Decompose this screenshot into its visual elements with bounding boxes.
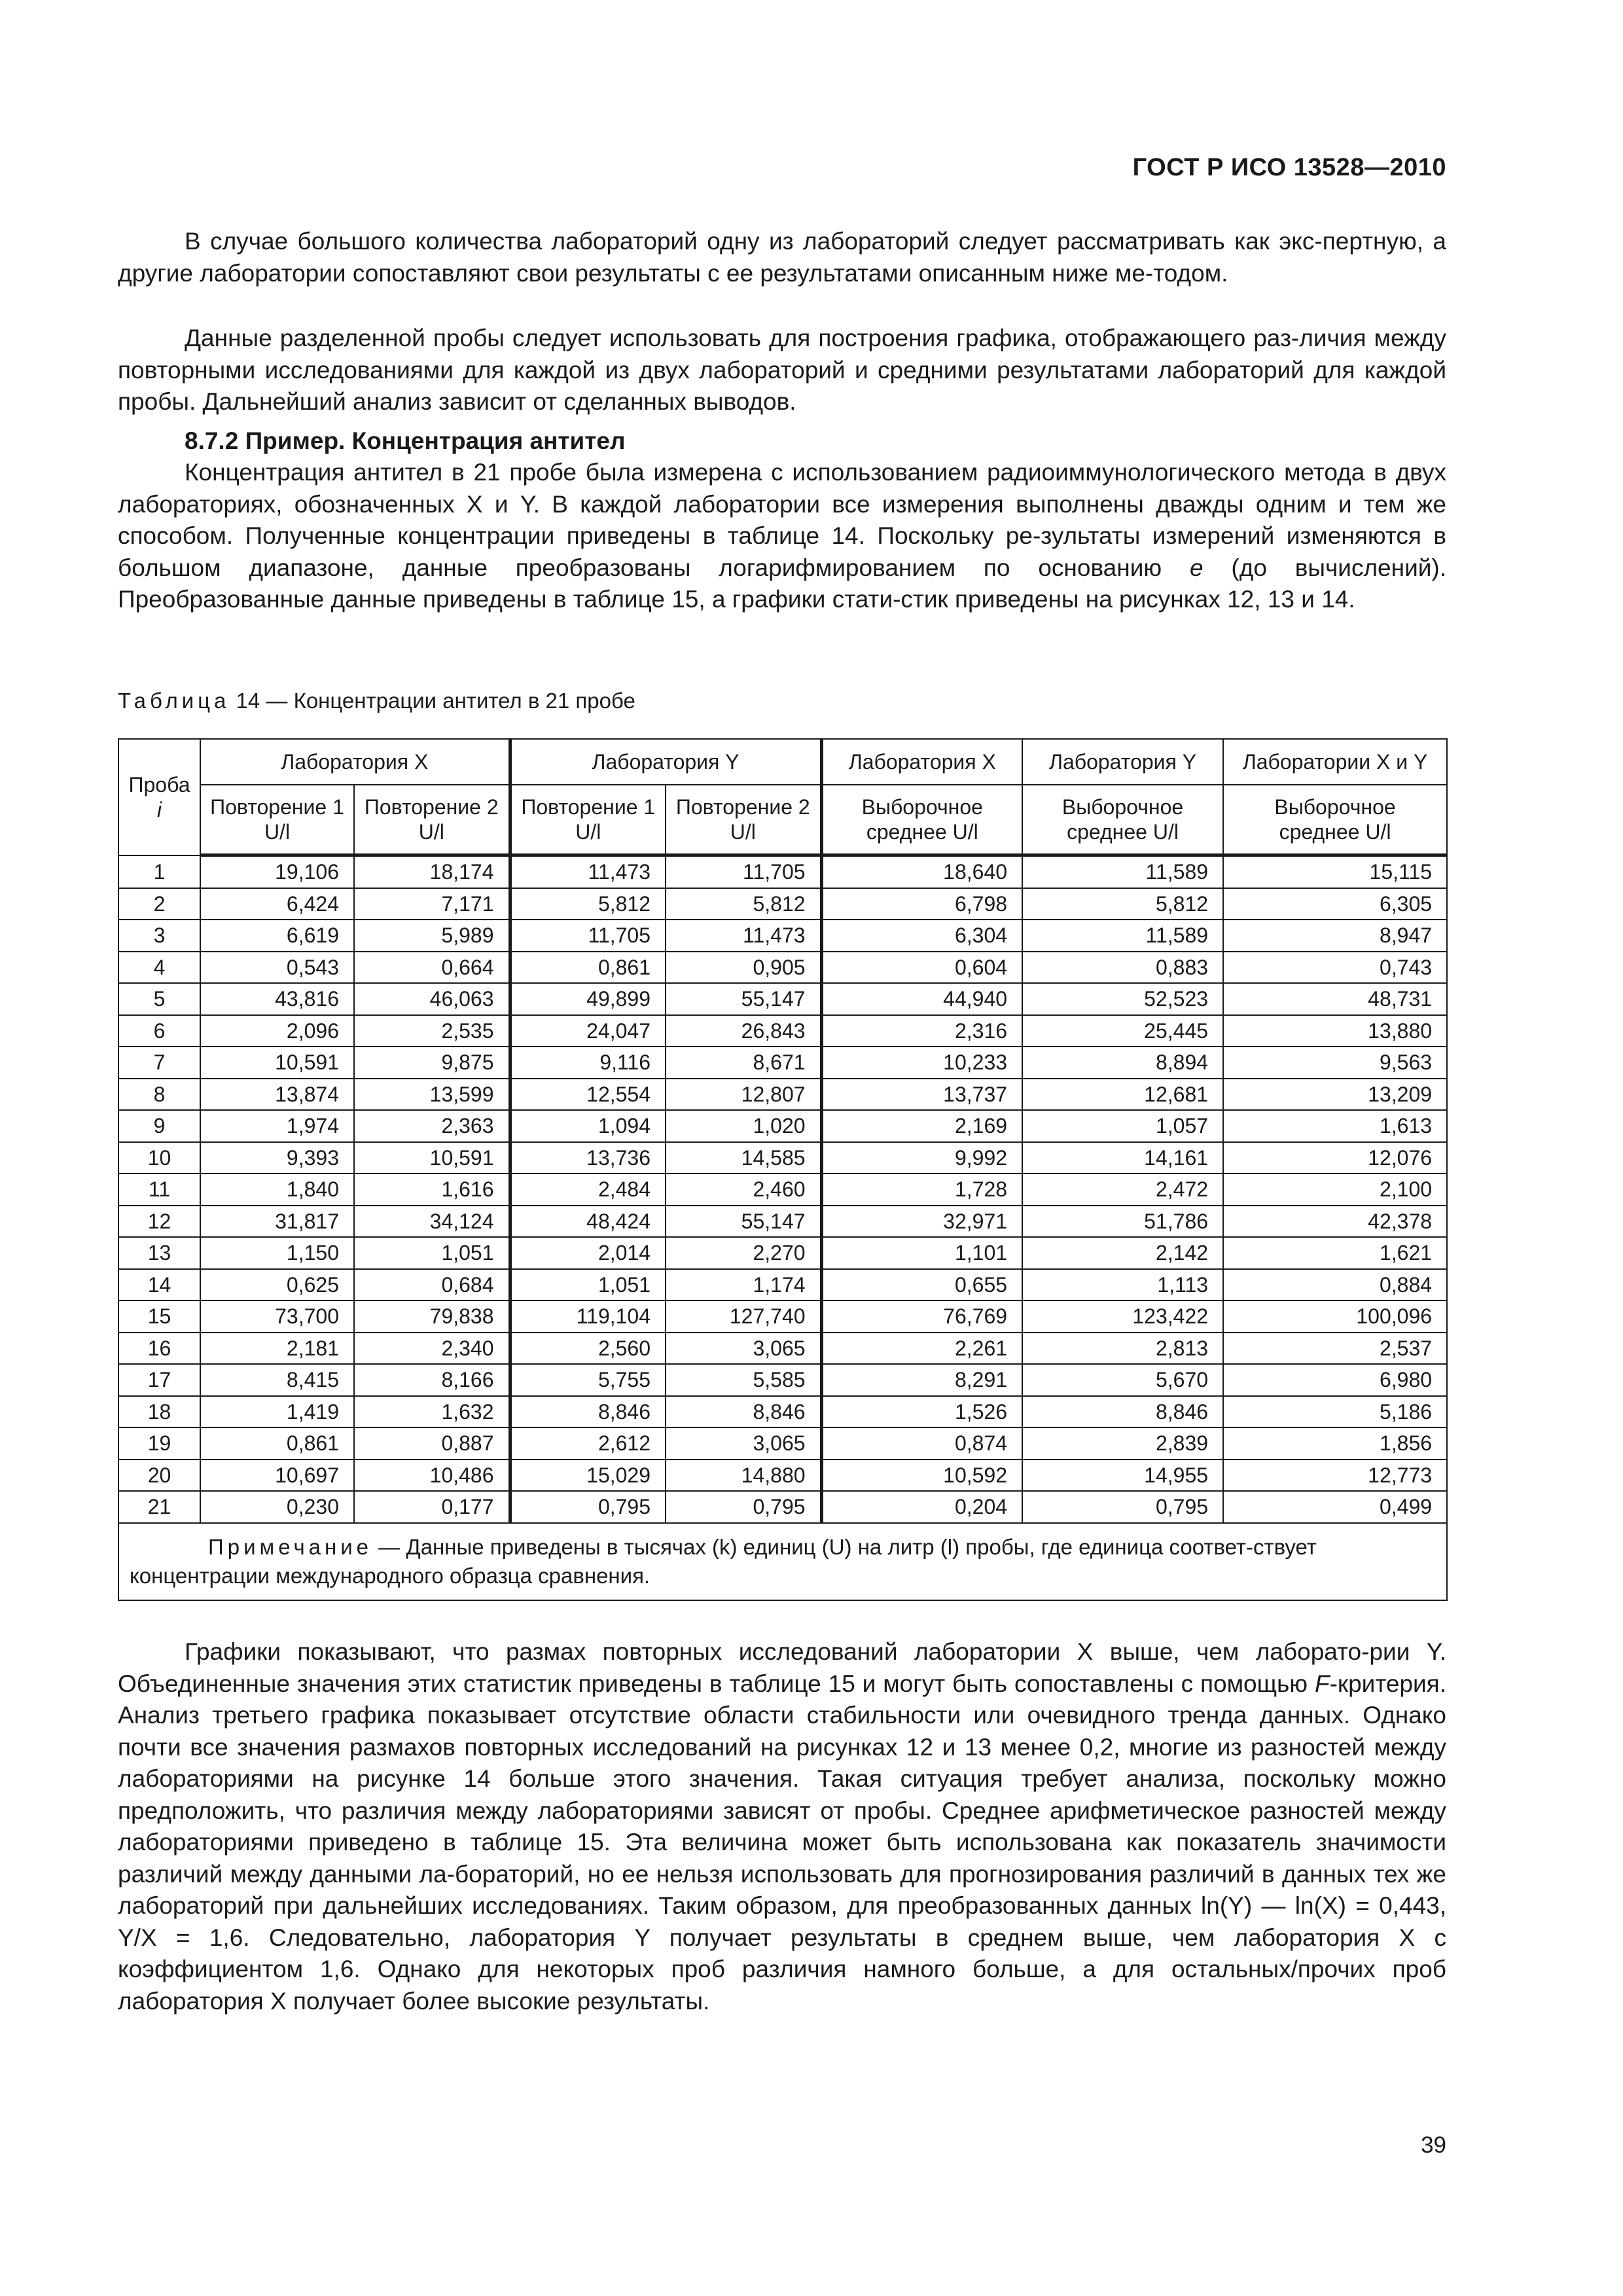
header-lab-x-mean: Лаборатория X: [821, 739, 1022, 785]
table-row: [118, 1206, 1447, 1238]
row-value-cell: 10,233: [821, 1047, 1022, 1079]
row-value-cell: 6,424: [200, 888, 354, 920]
row-value-cell: 12,076: [1223, 1142, 1447, 1174]
row-value-cell: 6,304: [821, 920, 1022, 952]
row-probe-number: 2: [118, 888, 200, 920]
header-x-mean: Выборочное среднее U/l: [821, 785, 1022, 855]
table-row: [118, 1460, 1447, 1492]
table-row: [118, 1174, 1447, 1206]
row-value-cell: 10,591: [200, 1047, 354, 1079]
row-value-cell: 0,905: [666, 952, 821, 984]
table-caption: Таблица 14 — Концентрации антител в 21 пробе: [118, 689, 635, 713]
header-lab-y: Лаборатория Y: [510, 739, 821, 785]
row-value-cell: 0,684: [354, 1269, 510, 1301]
row-value-cell: 6,798: [821, 888, 1022, 920]
row-value-cell: 1,974: [200, 1110, 354, 1142]
row-value-cell: 13,737: [821, 1079, 1022, 1111]
header-xy-mean: Выборочное среднее U/l: [1223, 785, 1447, 855]
row-value-cell: 73,700: [200, 1300, 354, 1333]
row-value-cell: 2,612: [510, 1427, 666, 1460]
row-value-cell: 55,147: [666, 1206, 821, 1238]
row-value-cell: 6,619: [200, 920, 354, 952]
row-value-cell: 5,812: [1022, 888, 1223, 920]
row-value-cell: 9,116: [510, 1047, 666, 1079]
row-value-cell: 2,340: [354, 1333, 510, 1365]
row-value-cell: 1,051: [354, 1237, 510, 1269]
table-row: [118, 1047, 1447, 1079]
row-value-cell: 42,378: [1223, 1206, 1447, 1238]
antibody-concentration-table: [118, 738, 1448, 1601]
row-value-cell: 5,755: [510, 1364, 666, 1396]
row-value-cell: 2,535: [354, 1015, 510, 1047]
row-value-cell: 5,670: [1022, 1364, 1223, 1396]
row-value-cell: 13,880: [1223, 1015, 1447, 1047]
row-probe-number: 14: [118, 1269, 200, 1301]
row-value-cell: 0,230: [200, 1491, 354, 1523]
row-value-cell: 11,589: [1022, 920, 1223, 952]
header-x-rep1: Повторение 1 U/l: [200, 785, 354, 855]
row-value-cell: 1,616: [354, 1174, 510, 1206]
row-value-cell: 8,846: [1022, 1396, 1223, 1428]
row-value-cell: 8,166: [354, 1364, 510, 1396]
row-value-cell: 0,795: [510, 1491, 666, 1523]
row-value-cell: 15,029: [510, 1460, 666, 1492]
row-value-cell: 13,599: [354, 1079, 510, 1111]
row-value-cell: 2,142: [1022, 1237, 1223, 1269]
row-probe-number: 13: [118, 1237, 200, 1269]
row-value-cell: 48,731: [1223, 983, 1447, 1015]
row-probe-number: 18: [118, 1396, 200, 1428]
row-value-cell: 0,177: [354, 1491, 510, 1523]
table-row: [118, 983, 1447, 1015]
row-value-cell: 13,874: [200, 1079, 354, 1111]
row-value-cell: 1,051: [510, 1269, 666, 1301]
row-value-cell: 2,537: [1223, 1333, 1447, 1365]
row-value-cell: 3,065: [666, 1333, 821, 1365]
row-value-cell: 1,526: [821, 1396, 1022, 1428]
row-probe-number: 15: [118, 1300, 200, 1333]
row-probe-number: 9: [118, 1110, 200, 1142]
table-row: [118, 1110, 1447, 1142]
row-value-cell: 6,980: [1223, 1364, 1447, 1396]
row-value-cell: 43,816: [200, 983, 354, 1015]
row-value-cell: 9,393: [200, 1142, 354, 1174]
row-value-cell: 9,563: [1223, 1047, 1447, 1079]
row-value-cell: 0,604: [821, 952, 1022, 984]
table-row: [118, 1300, 1447, 1333]
row-probe-number: 10: [118, 1142, 200, 1174]
row-value-cell: 31,817: [200, 1206, 354, 1238]
row-value-cell: 1,174: [666, 1269, 821, 1301]
table-row: [118, 1396, 1447, 1428]
row-value-cell: 26,843: [666, 1015, 821, 1047]
row-value-cell: 19,106: [200, 855, 354, 888]
row-probe-number: 6: [118, 1015, 200, 1047]
section-heading: 8.7.2 Пример. Концентрация антител: [185, 427, 626, 454]
row-value-cell: 0,743: [1223, 952, 1447, 984]
header-y-rep1: Повторение 1 U/l: [510, 785, 666, 855]
row-value-cell: 5,989: [354, 920, 510, 952]
row-value-cell: 2,270: [666, 1237, 821, 1269]
document-id-header: ГОСТ Р ИСО 13528—2010: [1132, 154, 1446, 181]
row-value-cell: 15,115: [1223, 855, 1447, 888]
row-value-cell: 2,484: [510, 1174, 666, 1206]
header-x-rep2: Повторение 2 U/l: [354, 785, 510, 855]
row-value-cell: 8,846: [666, 1396, 821, 1428]
row-probe-number: 11: [118, 1174, 200, 1206]
header-lab-y-mean: Лаборатория Y: [1022, 739, 1223, 785]
row-value-cell: 1,057: [1022, 1110, 1223, 1142]
row-value-cell: 100,096: [1223, 1300, 1447, 1333]
row-value-cell: 14,955: [1022, 1460, 1223, 1492]
row-value-cell: 13,209: [1223, 1079, 1447, 1111]
row-probe-number: 21: [118, 1491, 200, 1523]
row-value-cell: 127,740: [666, 1300, 821, 1333]
header-y-rep2: Повторение 2 U/l: [666, 785, 821, 855]
row-value-cell: 2,014: [510, 1237, 666, 1269]
table-row: [118, 1015, 1447, 1047]
row-value-cell: 10,591: [354, 1142, 510, 1174]
row-value-cell: 11,705: [510, 920, 666, 952]
row-value-cell: 9,875: [354, 1047, 510, 1079]
row-value-cell: 8,415: [200, 1364, 354, 1396]
row-probe-number: 3: [118, 920, 200, 952]
row-value-cell: 2,813: [1022, 1333, 1223, 1365]
row-value-cell: 6,305: [1223, 888, 1447, 920]
row-value-cell: 44,940: [821, 983, 1022, 1015]
row-value-cell: 24,047: [510, 1015, 666, 1047]
row-probe-number: 17: [118, 1364, 200, 1396]
row-value-cell: 18,174: [354, 855, 510, 888]
row-value-cell: 14,161: [1022, 1142, 1223, 1174]
table-row: [118, 920, 1447, 952]
row-value-cell: 8,671: [666, 1047, 821, 1079]
row-value-cell: 18,640: [821, 855, 1022, 888]
row-value-cell: 1,113: [1022, 1269, 1223, 1301]
row-value-cell: 2,169: [821, 1110, 1022, 1142]
row-value-cell: 9,992: [821, 1142, 1022, 1174]
table-row: [118, 1269, 1447, 1301]
row-value-cell: 0,664: [354, 952, 510, 984]
row-value-cell: 2,560: [510, 1333, 666, 1365]
row-value-cell: 48,424: [510, 1206, 666, 1238]
row-value-cell: 8,947: [1223, 920, 1447, 952]
row-value-cell: 123,422: [1022, 1300, 1223, 1333]
row-value-cell: 10,486: [354, 1460, 510, 1492]
row-value-cell: 11,473: [510, 855, 666, 888]
row-value-cell: 0,625: [200, 1269, 354, 1301]
row-probe-number: 12: [118, 1206, 200, 1238]
table-row: [118, 952, 1447, 984]
row-value-cell: 1,632: [354, 1396, 510, 1428]
row-value-cell: 76,769: [821, 1300, 1022, 1333]
header-y-mean: Выборочное среднее U/l: [1022, 785, 1223, 855]
row-value-cell: 1,419: [200, 1396, 354, 1428]
row-value-cell: 0,887: [354, 1427, 510, 1460]
row-probe-number: 7: [118, 1047, 200, 1079]
row-value-cell: 2,100: [1223, 1174, 1447, 1206]
row-probe-number: 8: [118, 1079, 200, 1111]
row-value-cell: 10,592: [821, 1460, 1022, 1492]
row-value-cell: 2,472: [1022, 1174, 1223, 1206]
row-value-cell: 5,585: [666, 1364, 821, 1396]
row-value-cell: 2,261: [821, 1333, 1022, 1365]
row-value-cell: 0,204: [821, 1491, 1022, 1523]
row-value-cell: 32,971: [821, 1206, 1022, 1238]
row-probe-number: 16: [118, 1333, 200, 1365]
table-body: [118, 855, 1447, 1523]
row-value-cell: 2,460: [666, 1174, 821, 1206]
row-value-cell: 0,861: [200, 1427, 354, 1460]
row-value-cell: 12,554: [510, 1079, 666, 1111]
row-value-cell: 7,171: [354, 888, 510, 920]
row-value-cell: 14,880: [666, 1460, 821, 1492]
row-value-cell: 0,543: [200, 952, 354, 984]
row-value-cell: 1,621: [1223, 1237, 1447, 1269]
intro-paragraph-3: Концентрация антител в 21 пробе была измерена с использованием радиоиммунологического метода в двух лабораториях, обозначенных X и Y. В каждой лаборатории все измерения выполнены дважды одним и тем же способом. Полученные концентрации приведены в таблице 14. Поскольку ре-зультаты измерений изменяются в большом диапазоне, данные преобразованы логарифмированием по основанию e (до вычислений). Преобразованные данные приведены в таблице 15, а графики стати-стик приведены на рисунках 12, 13 и 14.: [118, 459, 1447, 613]
row-probe-number: 19: [118, 1427, 200, 1460]
row-value-cell: 55,147: [666, 983, 821, 1015]
header-probe: Проба i: [118, 739, 200, 855]
table-row: [118, 1142, 1447, 1174]
table-row: [118, 1333, 1447, 1365]
row-value-cell: 0,883: [1022, 952, 1223, 984]
row-value-cell: 2,839: [1022, 1427, 1223, 1460]
row-value-cell: 14,585: [666, 1142, 821, 1174]
row-value-cell: 51,786: [1022, 1206, 1223, 1238]
row-value-cell: 8,894: [1022, 1047, 1223, 1079]
row-value-cell: 10,697: [200, 1460, 354, 1492]
row-value-cell: 49,899: [510, 983, 666, 1015]
intro-paragraph-2: Данные разделенной пробы следует использовать для построения графика, отображающего раз-личия между повторными исследованиями для каждой из двух лабораторий и средними результатами лабораторий для каждой пробы. Дальнейший анализ зависит от сделанных выводов.: [118, 325, 1446, 415]
row-value-cell: 1,613: [1223, 1110, 1447, 1142]
row-value-cell: 79,838: [354, 1300, 510, 1333]
row-value-cell: 12,681: [1022, 1079, 1223, 1111]
row-value-cell: 2,096: [200, 1015, 354, 1047]
row-value-cell: 1,094: [510, 1110, 666, 1142]
row-probe-number: 1: [118, 855, 200, 888]
row-value-cell: 8,291: [821, 1364, 1022, 1396]
table-row: [118, 1237, 1447, 1269]
row-probe-number: 5: [118, 983, 200, 1015]
table-row: [118, 1364, 1447, 1396]
row-probe-number: 4: [118, 952, 200, 984]
row-value-cell: 1,101: [821, 1237, 1022, 1269]
row-value-cell: 0,874: [821, 1427, 1022, 1460]
row-value-cell: 0,795: [1022, 1491, 1223, 1523]
row-value-cell: 8,846: [510, 1396, 666, 1428]
row-value-cell: 2,363: [354, 1110, 510, 1142]
table-row: [118, 888, 1447, 920]
row-value-cell: 25,445: [1022, 1015, 1223, 1047]
row-value-cell: 11,473: [666, 920, 821, 952]
row-probe-number: 20: [118, 1460, 200, 1492]
header-lab-x: Лаборатория X: [200, 739, 510, 785]
table-row: [118, 855, 1447, 888]
row-value-cell: 0,795: [666, 1491, 821, 1523]
table-row: [118, 1079, 1447, 1111]
row-value-cell: 1,840: [200, 1174, 354, 1206]
row-value-cell: 5,812: [666, 888, 821, 920]
intro-paragraph-1: В случае большого количества лабораторий одну из лабораторий следует рассматривать как экс-пертную, а другие лаборатории сопоставляют свои результаты с ее результатами описанным ниже ме-тодом.: [118, 228, 1446, 287]
row-value-cell: 13,736: [510, 1142, 666, 1174]
row-value-cell: 46,063: [354, 983, 510, 1015]
row-value-cell: 12,807: [666, 1079, 821, 1111]
row-value-cell: 52,523: [1022, 983, 1223, 1015]
row-value-cell: 0,655: [821, 1269, 1022, 1301]
row-value-cell: 34,124: [354, 1206, 510, 1238]
row-value-cell: 1,728: [821, 1174, 1022, 1206]
row-value-cell: 1,150: [200, 1237, 354, 1269]
table-row: [118, 1491, 1447, 1523]
page-number: 39: [1421, 2132, 1446, 2158]
row-value-cell: 2,181: [200, 1333, 354, 1365]
row-value-cell: 0,884: [1223, 1269, 1447, 1301]
row-value-cell: 5,186: [1223, 1396, 1447, 1428]
table-row: [118, 1427, 1447, 1460]
row-value-cell: 0,499: [1223, 1491, 1447, 1523]
row-value-cell: 3,065: [666, 1427, 821, 1460]
row-value-cell: 11,589: [1022, 855, 1223, 888]
row-value-cell: 2,316: [821, 1015, 1022, 1047]
row-value-cell: 11,705: [666, 855, 821, 888]
row-value-cell: 12,773: [1223, 1460, 1447, 1492]
table-note: Примечание — Данные приведены в тысячах (k) единиц (U) на литр (l) пробы, где единица соответ-ствует концентрации международного образца сравнения.: [118, 1523, 1447, 1600]
header-lab-xy-mean: Лаборатории X и Y: [1223, 739, 1447, 785]
row-value-cell: 1,856: [1223, 1427, 1447, 1460]
row-value-cell: 119,104: [510, 1300, 666, 1333]
row-value-cell: 5,812: [510, 888, 666, 920]
body-paragraph: Графики показывают, что размах повторных исследований лаборатории X выше, чем лаборато-рии Y. Объединенные значения этих статистик приведены в таблице 15 и могут быть сопоставлены с помощью F-критерия. Анализ третьего графика показывает отсутствие области стабильности или очевидного тренда данных. Однако почти все значения размахов повторных исследований на рисунках 12 и 13 менее 0,2, многие из разностей между лабораториями на рисунке 14 больше этого значения. Такая ситуация требует анализа, поскольку можно предположить, что различия между лабораториями зависят от пробы. Среднее арифметическое разностей между лабораториями приведено в таблице 15. Эта величина может быть использована как показатель значимости различий между данными ла-бораторий, но ее нельзя использовать для прогнозирования различий в данных тех же лабораторий при дальнейших исследованиях. Таким образом, для преобразованных данных ln(Y) — ln(X) = 0,443, Y/X = 1,6. Следовательно, лаборатория Y получает результаты в среднем выше, чем лаборатория X с коэффициентом 1,6. Однако для некоторых проб различия намного больше, а для остальных/прочих проб лаборатория X получает более высокие результаты.: [118, 1638, 1446, 2015]
row-value-cell: 0,861: [510, 952, 666, 984]
row-value-cell: 1,020: [666, 1110, 821, 1142]
